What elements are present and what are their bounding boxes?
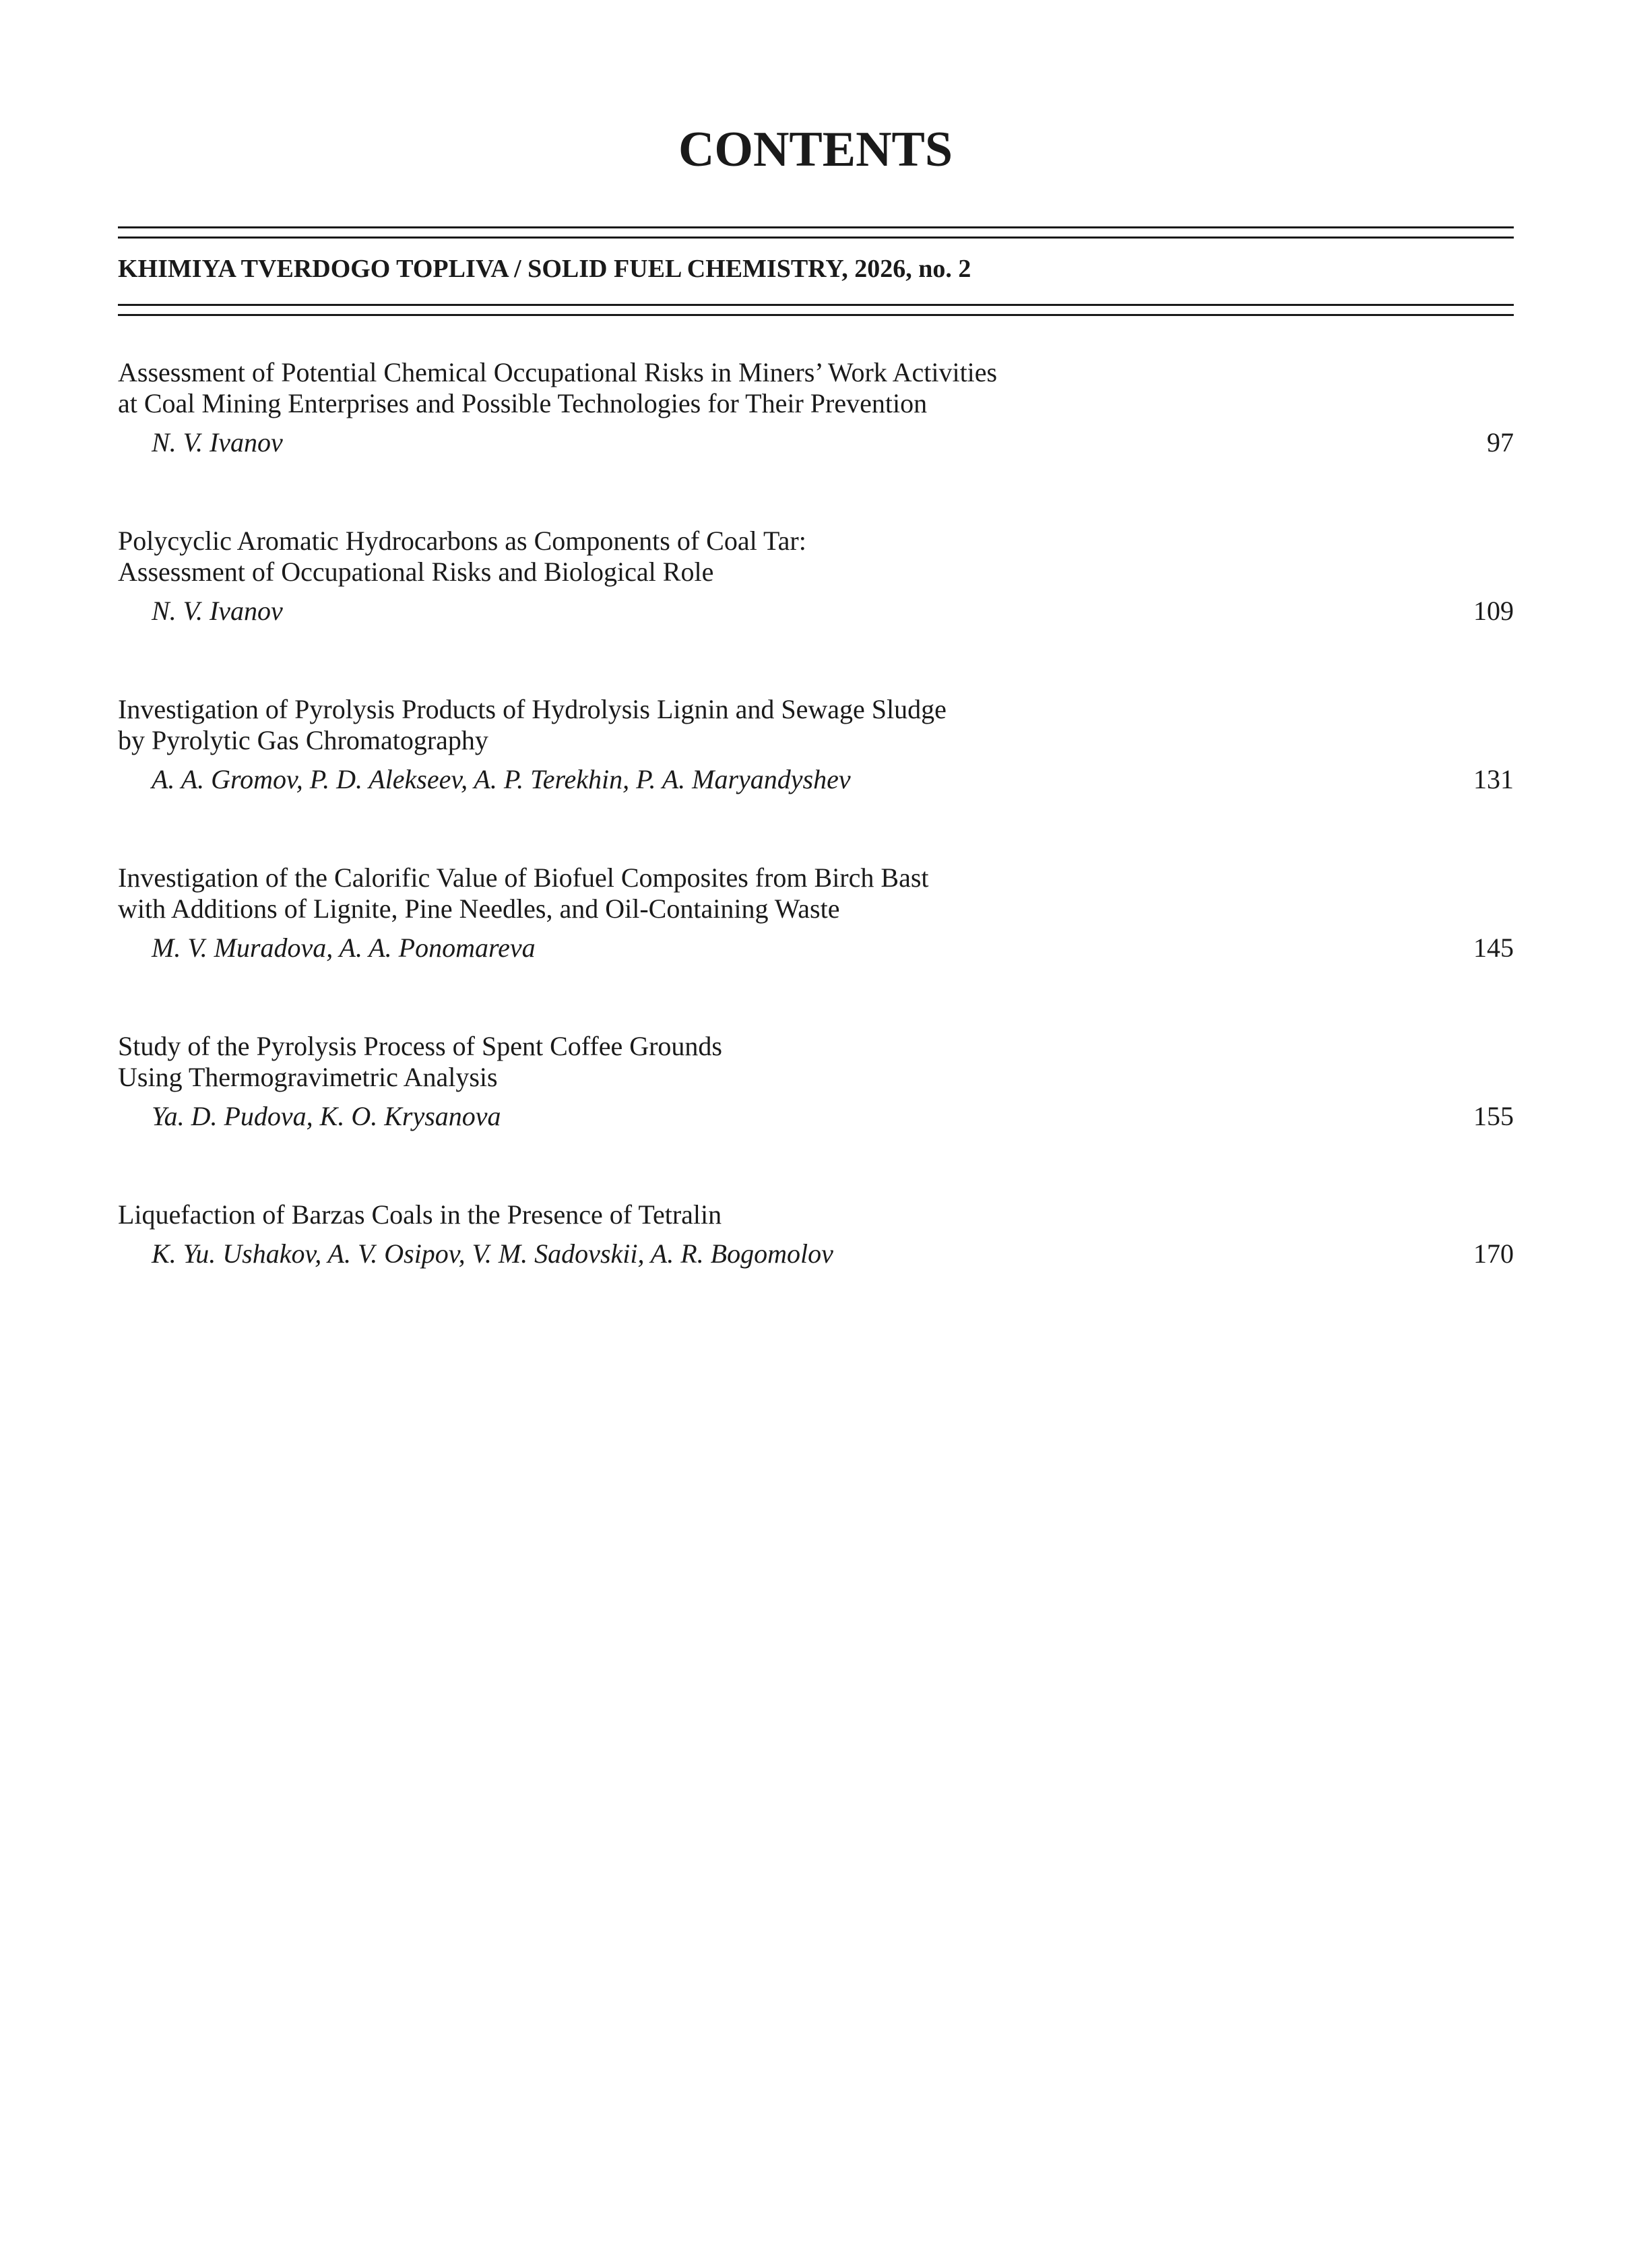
article-title-line: Polycyclic Aromatic Hydrocarbons as Components of Coal Tar:	[118, 526, 806, 556]
article-title	[118, 694, 1514, 756]
article-title	[118, 1031, 1514, 1093]
article-title	[118, 1199, 1514, 1230]
toc-entry[interactable]	[118, 694, 1514, 795]
toc-entry[interactable]	[118, 526, 1514, 627]
article-title	[118, 357, 1514, 419]
page-title: CONTENTS	[678, 122, 953, 177]
toc-entry[interactable]	[118, 1199, 1514, 1269]
journal-issue-line: KHIMIYA TVERDOGO TOPLIVA / SOLID FUEL CHEMISTRY, 2026, no. 2	[118, 255, 971, 283]
article-title-line: at Coal Mining Enterprises and Possible Technologies for Their Prevention	[118, 388, 928, 418]
article-title-line: Liquefaction of Barzas Coals in the Presence of Tetralin	[118, 1199, 722, 1230]
article-authors: K. Yu. Ushakov, A. V. Osipov, V. M. Sadovskii, A. R. Bogomolov	[152, 1238, 833, 1269]
article-title-line: Investigation of the Calorific Value of Biofuel Composites from Birch Bast	[118, 862, 929, 893]
article-title-line: with Additions of Lignite, Pine Needles, and Oil-Containing Waste	[118, 893, 840, 924]
page-number: 131	[1473, 764, 1514, 794]
article-title	[118, 862, 1514, 924]
article-title-line: Investigation of Pyrolysis Products of Hydrolysis Lignin and Sewage Sludge	[118, 694, 947, 724]
header-top-divider	[118, 226, 1514, 239]
page-number: 145	[1473, 933, 1514, 963]
header-bottom-divider	[118, 304, 1514, 316]
article-title	[118, 526, 1514, 588]
page-number: 109	[1473, 596, 1514, 626]
page-number: 155	[1473, 1101, 1514, 1131]
article-title-line: by Pyrolytic Gas Chromatography	[118, 725, 488, 755]
article-title-line: Assessment of Occupational Risks and Biological Role	[118, 557, 714, 587]
page-number: 170	[1473, 1238, 1514, 1269]
toc-list	[118, 357, 1514, 1337]
toc-entry[interactable]	[118, 357, 1514, 458]
toc-entry[interactable]	[118, 1031, 1514, 1132]
article-authors: A. A. Gromov, P. D. Alekseev, A. P. Terekhin, P. A. Maryandyshev	[152, 764, 851, 794]
article-authors: Ya. D. Pudova, K. O. Krysanova	[152, 1101, 501, 1131]
toc-entry[interactable]	[118, 862, 1514, 964]
article-authors: N. V. Ivanov	[152, 427, 283, 458]
page-number: 97	[1487, 427, 1514, 458]
article-authors: N. V. Ivanov	[152, 596, 283, 626]
article-title-line: Using Thermogravimetric Analysis	[118, 1062, 498, 1092]
article-title-line: Assessment of Potential Chemical Occupational Risks in Miners’ Work Activities	[118, 357, 998, 387]
article-authors: M. V. Muradova, A. A. Ponomareva	[152, 933, 536, 963]
article-title-line: Study of the Pyrolysis Process of Spent Coffee Grounds	[118, 1031, 722, 1061]
